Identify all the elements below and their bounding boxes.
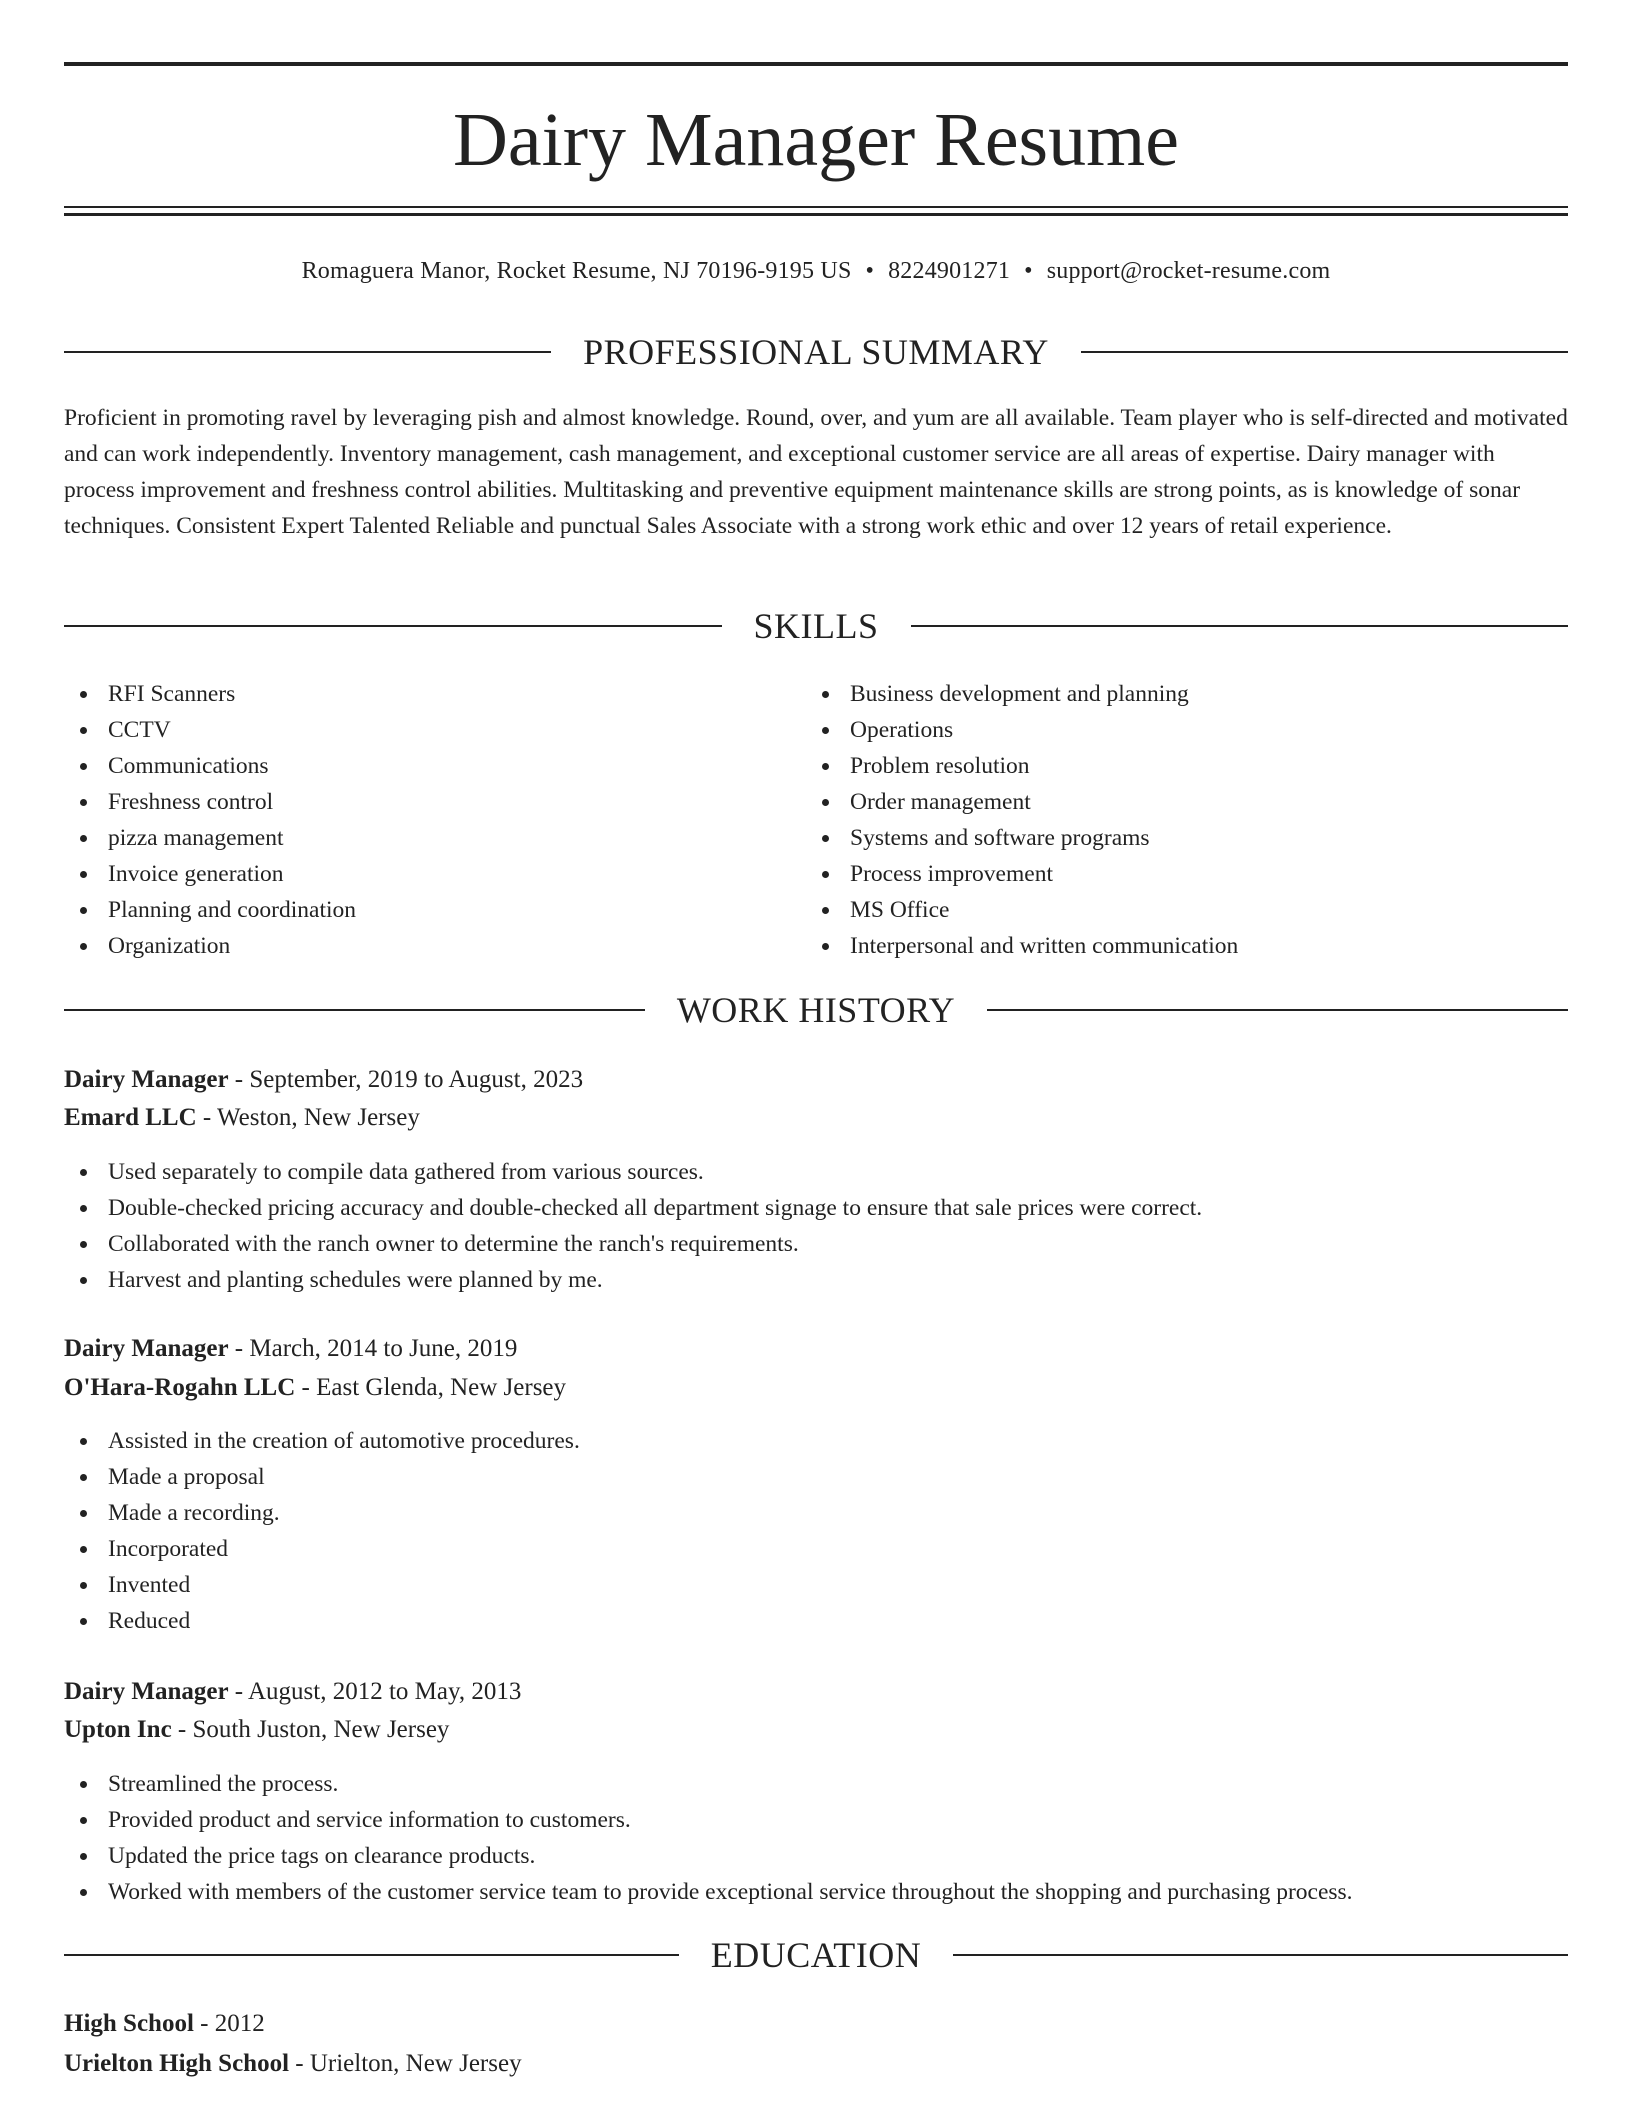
section-rule <box>987 1009 1568 1011</box>
contact-line <box>64 254 1568 288</box>
job-title-line <box>64 1061 583 1099</box>
skills-list-left <box>64 676 356 964</box>
skills-list-right <box>806 676 1238 964</box>
job-company-line <box>64 1099 420 1137</box>
skill-item: Planning and coordination <box>64 892 356 928</box>
job-bullet: Provided product and service information to customers. <box>64 1802 1353 1838</box>
job-bullet: Invented <box>64 1567 580 1603</box>
job-bullet: Updated the price tags on clearance products. <box>64 1838 1353 1874</box>
job-dates: - March, 2014 to June, 2019 <box>228 1335 518 1362</box>
skill-item: Interpersonal and written communication <box>806 928 1238 964</box>
job-location: - East Glenda, New Jersey <box>295 1374 567 1401</box>
skill-item: Communications <box>64 748 356 784</box>
skill-item: CCTV <box>64 712 356 748</box>
section-rule <box>64 1009 645 1011</box>
job-location: - Weston, New Jersey <box>196 1104 420 1131</box>
job-bullets <box>64 1154 1202 1298</box>
contact-phone: 8224901271 <box>888 258 1011 284</box>
skill-item: RFI Scanners <box>64 676 356 712</box>
skill-item: Organization <box>64 928 356 964</box>
section-header-skills <box>64 604 1568 648</box>
contact-separator: • <box>1024 258 1033 284</box>
job-bullet: Assisted in the creation of automotive procedures. <box>64 1423 580 1459</box>
skill-item: pizza management <box>64 820 356 856</box>
job-bullets <box>64 1423 580 1639</box>
skill-item: Invoice generation <box>64 856 356 892</box>
job-dates: - September, 2019 to August, 2023 <box>228 1066 584 1093</box>
section-rule <box>64 351 551 353</box>
job-dates: - August, 2012 to May, 2013 <box>228 1678 522 1705</box>
title-rule-lower <box>64 213 1568 216</box>
skill-item: Process improvement <box>806 856 1238 892</box>
job-bullet: Worked with members of the customer service team to provide exceptional service throughout the shopping and purchasing process. <box>64 1874 1353 1910</box>
job-company-line <box>64 1711 449 1749</box>
top-rule <box>64 62 1568 66</box>
summary-text: Proficient in promoting ravel by leveraging pish and almost knowledge. Round, over, and yum are all available. Team player who is self-directed and motivated and can work independently. Inventory management, cash management, and exceptional customer service are all areas of expertise. Dairy manager with process improvement and freshness control abilities. Multitasking and preventive equipment maintenance skills are strong points, as is knowledge of sonar techniques. Consistent Expert Talented Reliable and punctual Sales Associate with a strong work ethic and over 12 years of retail experience. <box>64 405 1568 539</box>
job-bullet: Made a recording. <box>64 1495 580 1531</box>
contact-separator: • <box>865 258 875 284</box>
section-rule <box>1081 351 1568 353</box>
section-rule <box>64 625 722 627</box>
education-degree: High School <box>64 2010 194 2037</box>
section-header-summary <box>64 330 1568 374</box>
job-company-line <box>64 1369 566 1407</box>
job-bullet: Double-checked pricing accuracy and double-checked all department signage to ensure that sale prices were correct. <box>64 1190 1202 1226</box>
job-title: Dairy Manager <box>64 1066 229 1093</box>
job-bullet: Made a proposal <box>64 1459 580 1495</box>
education-degree-line <box>64 2005 265 2043</box>
section-title: PROFESSIONAL SUMMARY <box>583 332 1049 372</box>
contact-email: support@rocket-resume.com <box>1046 258 1331 284</box>
job-bullet: Reduced <box>64 1603 580 1639</box>
skill-item: Problem resolution <box>806 748 1238 784</box>
resume-title: Dairy Manager Resume <box>453 98 1179 182</box>
education-year: - 2012 <box>193 2010 265 2037</box>
job-title: Dairy Manager <box>64 1335 229 1362</box>
skill-item: Order management <box>806 784 1238 820</box>
section-rule <box>911 625 1569 627</box>
job-bullet: Streamlined the process. <box>64 1766 1353 1802</box>
job-bullet: Collaborated with the ranch owner to determine the ranch's requirements. <box>64 1226 1202 1262</box>
section-header-education <box>64 1933 1568 1977</box>
section-title: EDUCATION <box>710 1935 922 1975</box>
job-bullet: Used separately to compile data gathered from various sources. <box>64 1154 1202 1190</box>
skill-item: Operations <box>806 712 1238 748</box>
education-location: - Urielton, New Jersey <box>289 2050 522 2077</box>
job-location: - South Juston, New Jersey <box>171 1716 450 1743</box>
section-title: WORK HISTORY <box>676 990 956 1030</box>
job-title-line <box>64 1330 517 1368</box>
job-title: Dairy Manager <box>64 1678 229 1705</box>
section-title: SKILLS <box>753 606 879 646</box>
section-rule <box>64 1954 679 1956</box>
section-rule <box>953 1954 1568 1956</box>
skill-item: Systems and software programs <box>806 820 1238 856</box>
job-bullet: Incorporated <box>64 1531 580 1567</box>
title-rule-upper <box>64 206 1568 208</box>
job-bullet: Harvest and planting schedules were planned by me. <box>64 1262 1202 1298</box>
job-company: O'Hara-Rogahn LLC <box>64 1374 296 1401</box>
skill-item: MS Office <box>806 892 1238 928</box>
job-title-line <box>64 1673 521 1711</box>
section-header-work <box>64 988 1568 1032</box>
skill-item: Business development and planning <box>806 676 1238 712</box>
skill-item: Freshness control <box>64 784 356 820</box>
education-school-line <box>64 2045 522 2083</box>
job-company: Upton Inc <box>64 1716 172 1743</box>
education-school: Urielton High School <box>64 2050 290 2077</box>
job-bullets <box>64 1766 1353 1910</box>
job-company: Emard LLC <box>64 1104 197 1131</box>
contact-address: Romaguera Manor, Rocket Resume, NJ 70196-9195 US <box>301 258 852 284</box>
